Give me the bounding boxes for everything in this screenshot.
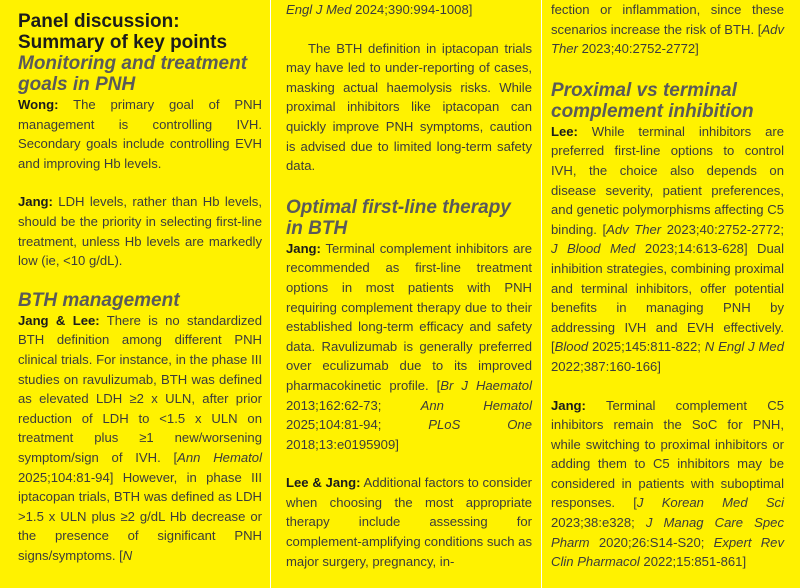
paragraph-text: 2013;162:62-73;	[286, 397, 421, 413]
speaker-wong: Wong:	[18, 97, 59, 112]
column-divider-left	[270, 0, 271, 588]
heading-proximal-vs-terminal: Proximal vs terminal complement inhibition	[551, 79, 754, 122]
reference-continuation	[286, 0, 532, 20]
paragraph-text: 2023;40:2752-2772;	[661, 221, 784, 237]
paragraph-iptacopan: The BTH definition in iptacopan trials may have led to under-reporting of cases, masking actual haemolysis risks. While proximal inhibitors like iptacopan can quickly improve PNH symptoms, caution is advised due to limited long-term safety data.	[286, 40, 532, 174]
reference-journal: N Engl J Med	[704, 339, 784, 355]
speaker-jang: Jang:	[286, 240, 321, 256]
speaker-jang-lee: Jang & Lee:	[18, 312, 100, 328]
paragraph-text: 2023;38:e328;	[551, 515, 646, 531]
speaker-lee-jang: Lee & Jang:	[286, 475, 361, 491]
reference-journal: Br J Haematol	[440, 377, 532, 393]
reference-journal: Adv Ther	[551, 21, 784, 57]
paragraph-lee	[551, 122, 784, 377]
paragraph-jang-terminal	[286, 239, 532, 455]
paragraph-jang-c5	[551, 396, 784, 572]
paragraph-text: 2020;26:S14-S20;	[589, 534, 714, 550]
paragraph-text: The primary goal of PNH management is controlling IVH. Secondary goals include controlling EVH and improving Hb levels.	[18, 97, 262, 171]
reference-journal: J Blood Med	[551, 241, 636, 257]
reference-journal: Expert Rev Clin Pharmacol	[551, 534, 784, 570]
reference-journal: J Korean Med Sci	[636, 495, 785, 511]
reference-journal: Engl J Med	[286, 2, 352, 17]
paragraph-text: 2018;13:e0195909]	[286, 436, 399, 452]
heading-monitoring: Monitoring and treatment goals in PNH	[18, 53, 248, 95]
paragraph-text: 2024;390:994-1008]	[351, 2, 473, 17]
reference-journal: Adv Ther	[606, 221, 662, 237]
reference-journal: Ann Hematol	[420, 397, 532, 413]
column-divider-right	[541, 0, 542, 588]
paragraph-text: 2025;145:811-822;	[588, 339, 705, 355]
paragraph-continuation	[551, 0, 784, 59]
reference-journal: N	[122, 547, 133, 563]
paragraph-jang-ldh	[18, 192, 262, 270]
paragraph-text: 2023;40:2752-2772]	[577, 41, 699, 57]
paragraph-text: Terminal complement inhibitors are recommended as first-line treatment options in most patients with PNH requiring complement therapy due to their established long-term efficacy and safety data. Ravulizumab is generally preferred over eculizumab due to its improved pharmacokinetic profile. [	[286, 240, 532, 393]
reference-journal: PLoS One	[428, 417, 532, 433]
panel-title: Panel discussion: Summary of key points	[18, 11, 228, 53]
paragraph-wong	[18, 95, 262, 173]
paragraph-lee-jang	[286, 473, 532, 571]
paragraph-text: 2025;104:81-94;	[286, 417, 429, 433]
paragraph-text: fection or inflammation, since these scenarios increase the risk of BTH. [	[551, 2, 784, 37]
paragraph-text: There is no standardized BTH definition among different PNH clinical trials. For instance, in the phase III studies on ravulizumab, BTH was defined as elevated LDH ≥2 x ULN, after prior reduction of LDH to <1.5 x ULN on treatment plus ≥1 new/worsening symptom/sign of IVH. [	[18, 312, 262, 465]
column-3	[551, 0, 784, 588]
paragraph-text: LDH levels, rather than Hb levels, should be the priority in selecting first-line treatment, unless Hb levels are markedly low (ie, <10 g/dL).	[18, 194, 262, 269]
heading-optimal-therapy: Optimal first-line therapy in BTH	[286, 196, 511, 239]
speaker-jang: Jang:	[18, 194, 53, 210]
paragraph-text: While terminal inhibitors are preferred first-line options to control IVH, the choice also depends on disease severity, patient preferences, and genetic polymorphisms affecting C5 binding. [	[551, 123, 784, 237]
column-1	[18, 0, 262, 588]
paragraph-text: Additional factors to consider when choosing the most appropriate therapy include assessing for complement-amplifying conditions such as major surgery, pregnancy, in-	[286, 475, 533, 569]
paragraph-text: 2022;387:160-166]	[551, 358, 661, 374]
paragraph-jang-lee	[18, 311, 262, 566]
speaker-jang: Jang:	[551, 397, 586, 413]
paragraph-text: Terminal complement C5 inhibitors remain the SoC for PNH, while switching to proximal inhibitors or adding them to C5 inhibitors may be considered in patients with suboptimal responses. [	[551, 397, 784, 511]
paragraph-text: 2023;14:613-628] Dual inhibition strategies, combining proximal and terminal inhibitors, offer potential benefits in managing PNH by addressing IVH and EVH effectively. [	[551, 241, 784, 355]
paragraph-text: 2025;104:81-94] However, in phase III iptacopan trials, BTH was defined as LDH >1.5 x ULN plus ≥2 g/dL Hb decrease or the presence of significant PNH signs/symptoms. [	[18, 469, 262, 563]
heading-bth-management: BTH management	[18, 289, 180, 311]
paragraph-text: 2022;15:851-861]	[639, 554, 747, 570]
reference-journal: Blood	[554, 339, 589, 355]
reference-journal: J Manag Care Spec Pharm	[551, 515, 784, 550]
column-2	[286, 0, 532, 588]
reference-journal: Ann Hematol	[177, 449, 262, 465]
speaker-lee: Lee:	[551, 123, 578, 139]
